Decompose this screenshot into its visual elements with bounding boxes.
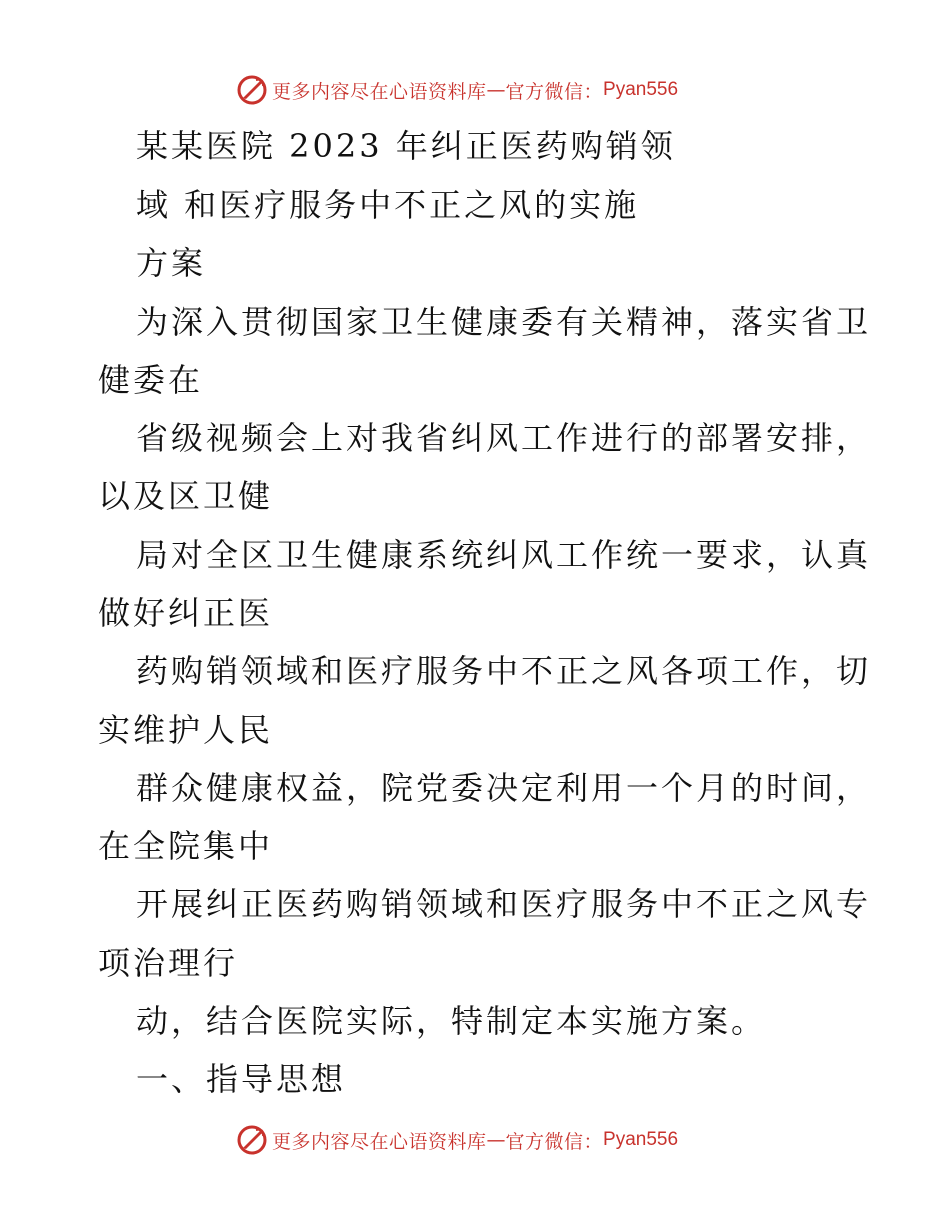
banner-wechat-id: Pyan556 xyxy=(603,1129,679,1150)
paragraph-line: 健委在 xyxy=(98,361,204,399)
paragraph-line: 药购销领域和医疗服务中不正之风各项工作，切 xyxy=(136,652,872,690)
paragraph-line: 局对全区卫生健康系统纠风工作统一要求，认真 xyxy=(136,536,872,574)
paragraph-line: 群众健康权益，院党委决定利用一个月的时间， xyxy=(136,769,872,807)
banner-wechat-label: 官方微信： xyxy=(505,80,604,103)
header-watermark-banner xyxy=(0,70,950,110)
quill-seal-icon xyxy=(236,1124,268,1156)
banner-separator: — xyxy=(486,79,506,101)
section-heading: 一、指导思想 xyxy=(136,1060,347,1098)
banner-wechat-id: Pyan556 xyxy=(603,79,679,100)
paragraph-line: 开展纠正医药购销领域和医疗服务中不正之风专 xyxy=(136,885,872,923)
title-line-1: 某某医院 2023 年纠正医药购销领 xyxy=(136,127,676,165)
title-line-2: 域 和医疗服务中不正之风的实施 xyxy=(136,186,640,224)
banner-text: 更多内容尽在心语资料库 xyxy=(272,1130,487,1153)
banner-text: 更多内容尽在心语资料库 xyxy=(272,80,487,103)
paragraph-line: 为深入贯彻国家卫生健康委有关精神，落实省卫 xyxy=(136,303,872,341)
quill-seal-icon xyxy=(236,74,268,106)
paragraph-line: 动，结合医院实际，特制定本实施方案。 xyxy=(136,1002,767,1040)
paragraph-line: 实维护人民 xyxy=(98,711,274,749)
paragraph-line: 以及区卫健 xyxy=(98,477,274,515)
banner-separator: — xyxy=(486,1129,506,1151)
paragraph-line: 省级视频会上对我省纠风工作进行的部署安排， xyxy=(136,419,872,457)
paragraph-line: 项治理行 xyxy=(98,944,239,982)
paragraph-line: 在全院集中 xyxy=(98,827,274,865)
title-line-3: 方案 xyxy=(136,244,207,282)
paragraph-line: 做好纠正医 xyxy=(98,594,274,632)
banner-wechat-label: 官方微信： xyxy=(505,1130,604,1153)
footer-watermark-banner xyxy=(0,1120,950,1160)
